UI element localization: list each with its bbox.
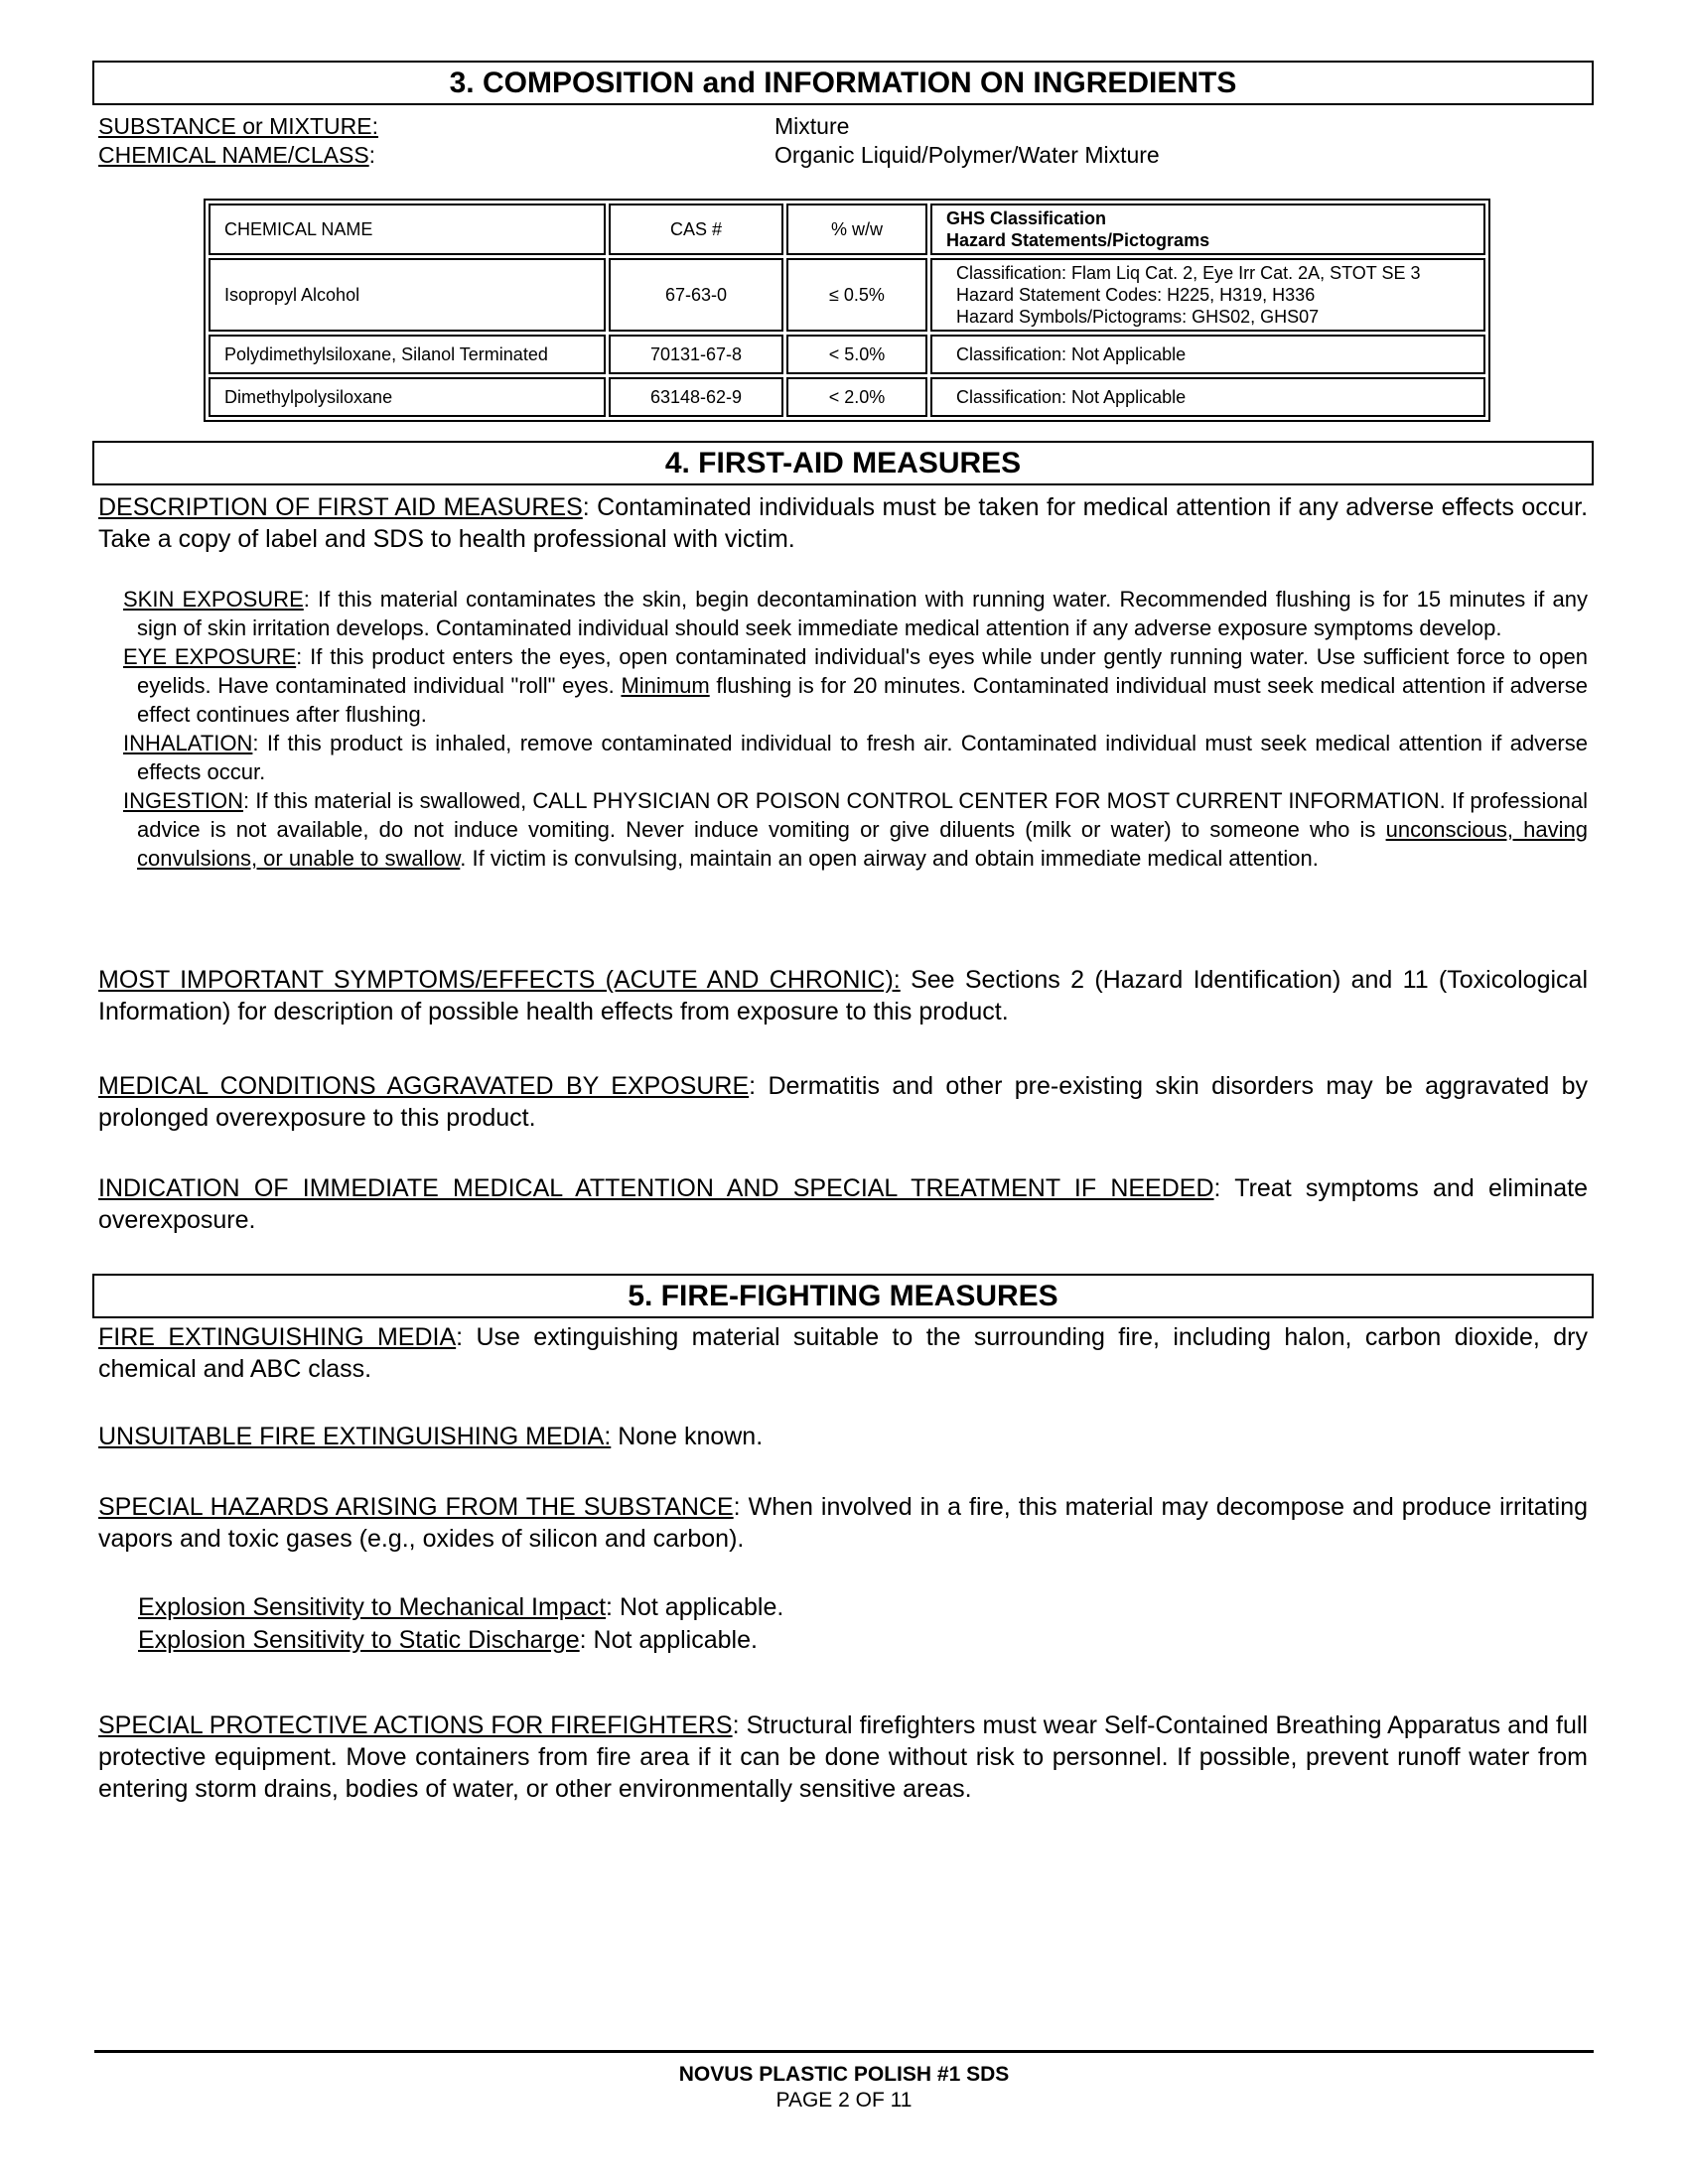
table-row xyxy=(209,377,1485,417)
cell-ghs xyxy=(930,258,1485,332)
symptoms-paragraph xyxy=(98,964,1588,1027)
static-discharge xyxy=(138,1624,783,1657)
header-ghs-line2: Hazard Statements/Pictograms xyxy=(946,230,1210,250)
cell-cas: 63148-62-9 xyxy=(609,377,783,417)
header-chemical-name: CHEMICAL NAME xyxy=(209,204,606,255)
indication-text: : Treat symptoms and eliminate overexposure. xyxy=(98,1174,1588,1234)
medical-text: : Dermatitis and other pre-existing skin disorders may be aggravated by prolonged overexposure to this product. xyxy=(98,1072,1588,1132)
header-ghs xyxy=(930,204,1485,255)
composition-table xyxy=(204,199,1490,422)
ingestion-text-2: . If victim is convulsing, maintain an open airway and obtain immediate medical attention. xyxy=(460,846,1319,871)
first-aid-description xyxy=(98,491,1588,555)
ingestion-text-1: : If this material is swallowed, CALL PHYSICIAN OR POISON CONTROL CENTER FOR MOST CURRENT INFORMATION. If professional advice is not available, do not induce vomiting. Never induce vomiting or give diluents (milk or water) to someone who is xyxy=(137,788,1588,842)
symptoms-label: MOST IMPORTANT SYMPTOMS/EFFECTS (ACUTE AND CHRONIC): xyxy=(98,966,901,994)
table-row xyxy=(209,258,1485,332)
medical-conditions-paragraph xyxy=(98,1070,1588,1134)
eye-text-1: : If this product enters the eyes, open contaminated individual's eyes while under gently running water. Use sufficient force to open eyelids. Have contaminated individual "roll" eyes. xyxy=(137,644,1588,698)
skin-label: SKIN EXPOSURE xyxy=(123,587,304,612)
cell-name: Polydimethylsiloxane, Silanol Terminated xyxy=(209,335,606,374)
table-header-row xyxy=(209,204,1485,255)
unsuitable-label: UNSUITABLE FIRE EXTINGUISHING MEDIA: xyxy=(98,1423,612,1450)
substance-label-block xyxy=(98,112,378,170)
eye-minimum: Minimum xyxy=(621,673,710,698)
footer-page: PAGE 2 OF 11 xyxy=(775,2089,913,2112)
medical-label: MEDICAL CONDITIONS AGGRAVATED BY EXPOSURE xyxy=(98,1072,750,1100)
cell-name: Isopropyl Alcohol xyxy=(209,258,606,332)
symptoms-text: See Sections 2 (Hazard Identification) and 11 (Toxicological Information) for description of possible health effects from exposure to this product. xyxy=(98,966,1588,1025)
skin-exposure xyxy=(123,585,1588,642)
ghs-line: Hazard Statement Codes: H225, H319, H336 xyxy=(956,285,1316,305)
mechanical-impact xyxy=(138,1591,783,1624)
ingestion-label: INGESTION xyxy=(123,788,244,813)
cell-ghs: Classification: Not Applicable xyxy=(930,377,1485,417)
ghs-line: Classification: Flam Liq Cat. 2, Eye Irr Cat. 2A, STOT SE 3 xyxy=(956,263,1421,283)
inhalation-label: INHALATION xyxy=(123,731,253,755)
hazards-label: SPECIAL HAZARDS ARISING FROM THE SUBSTANCE xyxy=(98,1493,734,1521)
eye-label: EYE EXPOSURE xyxy=(123,644,297,669)
unsuitable-media-paragraph xyxy=(98,1421,1588,1452)
unsuitable-text: None known. xyxy=(611,1423,764,1450)
mech-label: Explosion Sensitivity to Mechanical Impact xyxy=(138,1593,607,1621)
extinguishing-media-paragraph xyxy=(98,1321,1588,1385)
eye-text-2: flushing is for 20 minutes. Contaminated individual must seek medical attention if adverse effect continues after flushing. xyxy=(137,673,1588,727)
eye-exposure xyxy=(123,642,1588,729)
header-ghs-line1: GHS Classification xyxy=(946,208,1107,228)
footer-product: NOVUS PLASTIC POLISH #1 SDS xyxy=(678,2063,1010,2086)
special-hazards-paragraph xyxy=(98,1491,1588,1555)
indication-paragraph xyxy=(98,1172,1588,1236)
section-3-header: 3. COMPOSITION and INFORMATION ON INGREDIENTS xyxy=(92,61,1594,105)
section-5-header: 5. FIRE-FIGHTING MEASURES xyxy=(92,1274,1594,1318)
indication-label: INDICATION OF IMMEDIATE MEDICAL ATTENTION AND SPECIAL TREATMENT IF NEEDED xyxy=(98,1174,1214,1202)
cell-name: Dimethylpolysiloxane xyxy=(209,377,606,417)
class-label: CHEMICAL NAME/CLASS xyxy=(98,142,369,168)
ghs-line: Hazard Symbols/Pictograms: GHS02, GHS07 xyxy=(956,307,1320,327)
protective-label: SPECIAL PROTECTIVE ACTIONS FOR FIREFIGHTERS xyxy=(98,1711,733,1739)
static-text: : Not applicable. xyxy=(579,1626,758,1654)
protective-actions-paragraph xyxy=(98,1709,1588,1805)
mech-text: : Not applicable. xyxy=(606,1593,784,1621)
cell-ghs: Classification: Not Applicable xyxy=(930,335,1485,374)
section-4-header: 4. FIRST-AID MEASURES xyxy=(92,441,1594,485)
exposure-routes xyxy=(123,585,1588,873)
substance-value: Mixture xyxy=(774,113,850,139)
skin-text: : If this material contaminates the skin, begin decontamination with running water. Recommended flushing is for 15 minutes if any sign of skin irritation develops. Contaminated individual should seek immediate medical attention if any adverse exposure symptoms develop. xyxy=(137,587,1588,640)
ingestion xyxy=(123,786,1588,873)
cell-cas: 67-63-0 xyxy=(609,258,783,332)
ext-text: : Use extinguishing material suitable to the surrounding fire, including halon, carbon dioxide, dry chemical and ABC class. xyxy=(98,1323,1588,1383)
explosion-sensitivity xyxy=(138,1591,783,1657)
ingestion-underlined: unconscious, having convulsions, or unable to swallow xyxy=(137,817,1588,871)
footer-rule xyxy=(94,2050,1594,2053)
desc-text: : Contaminated individuals must be taken for medical attention if any adverse effects occur. Take a copy of label and SDS to health professional with victim. xyxy=(98,493,1589,553)
class-colon: : xyxy=(368,142,376,168)
class-value: Organic Liquid/Polymer/Water Mixture xyxy=(774,142,1160,168)
header-cas: CAS # xyxy=(609,204,783,255)
inhalation-text: : If this product is inhaled, remove contaminated individual to fresh air. Contaminated individual must seek medical attention if adverse effects occur. xyxy=(137,731,1588,784)
hazards-text: : When involved in a fire, this material may decompose and produce irritating vapors and toxic gases (e.g., oxides of silicon and carbon). xyxy=(98,1493,1588,1553)
ext-label: FIRE EXTINGUISHING MEDIA xyxy=(98,1323,457,1351)
table-row xyxy=(209,335,1485,374)
substance-value-block xyxy=(774,112,1160,170)
cell-pct: < 2.0% xyxy=(786,377,927,417)
header-pct: % w/w xyxy=(786,204,927,255)
cell-pct: ≤ 0.5% xyxy=(786,258,927,332)
cell-pct: < 5.0% xyxy=(786,335,927,374)
static-label: Explosion Sensitivity to Static Discharge xyxy=(138,1626,580,1654)
substance-label: SUBSTANCE or MIXTURE: xyxy=(98,113,378,139)
inhalation xyxy=(123,729,1588,786)
cell-cas: 70131-67-8 xyxy=(609,335,783,374)
desc-label: DESCRIPTION OF FIRST AID MEASURES xyxy=(98,493,583,521)
protective-text: : Structural firefighters must wear Self-Contained Breathing Apparatus and full protective equipment. Move containers from fire area if it can be done without risk to personnel. If possible, prevent runoff water from entering storm drains, bodies of water, or other environmentally sensitive areas. xyxy=(98,1711,1588,1803)
